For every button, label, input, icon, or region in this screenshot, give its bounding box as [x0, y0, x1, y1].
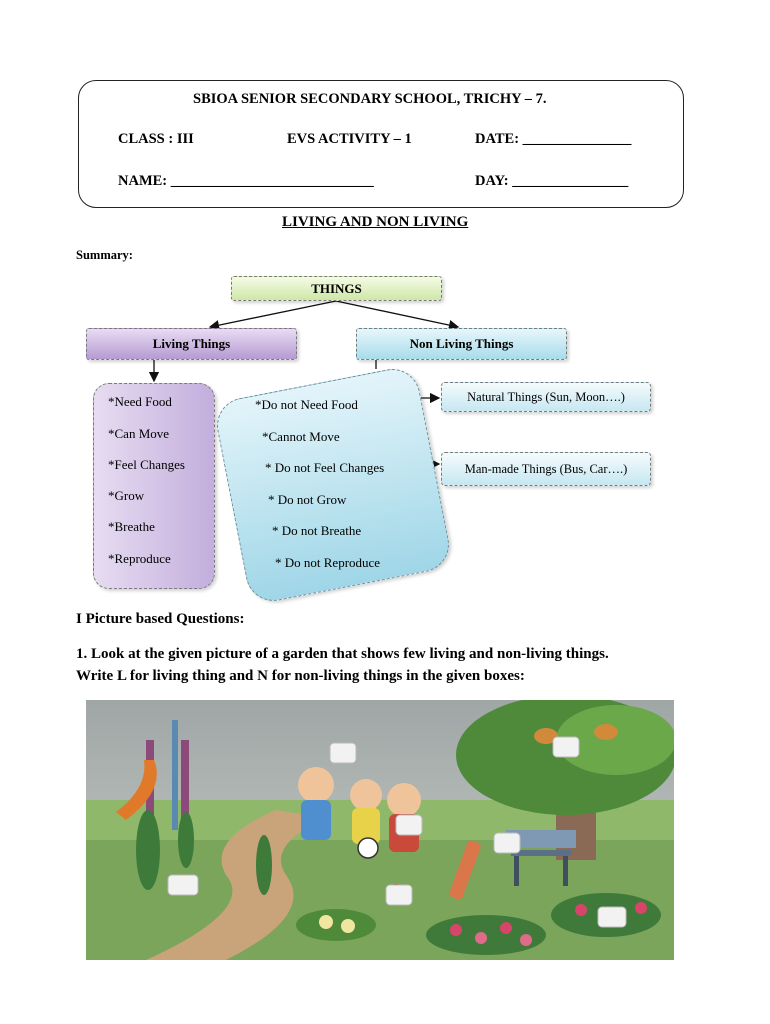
non-living-trait-item: *Cannot Move	[262, 429, 340, 444]
non-living-trait-item: * Do not Breathe	[272, 523, 362, 538]
living-things-node	[86, 328, 297, 360]
non-living-trait-item: * Do not Feel Changes	[265, 460, 385, 475]
bird-icon	[594, 724, 618, 740]
bush-icon	[256, 835, 272, 895]
child-icon	[298, 767, 334, 840]
non-living-things-label: Non Living Things	[409, 336, 514, 351]
football-icon	[358, 838, 378, 858]
answer-box	[386, 885, 412, 905]
day-field: DAY: ________________	[475, 173, 629, 189]
living-trait-item: *Need Food	[108, 394, 172, 409]
answer-box	[396, 815, 422, 835]
summary-label: Summary:	[76, 248, 133, 262]
answer-box	[168, 875, 198, 895]
arrow-things-to-living	[210, 301, 336, 327]
date-field: DATE: _______________	[475, 131, 632, 147]
living-trait-item: *Breathe	[108, 519, 155, 534]
name-field: NAME: ____________________________	[118, 173, 374, 189]
things-node	[231, 276, 442, 301]
things-label: THINGS	[311, 280, 362, 296]
activity-label: EVS ACTIVITY – 1	[287, 131, 412, 147]
living-trait-item: *Reproduce	[108, 551, 171, 566]
living-trait-item: *Feel Changes	[108, 457, 185, 472]
living-trait-item: *Grow	[108, 488, 145, 503]
question-line-2: Write L for living thing and N for non-living things in the given boxes:	[76, 668, 525, 684]
bush-icon	[178, 812, 194, 868]
non-living-things-node	[356, 328, 567, 360]
man-made-things-node	[441, 452, 651, 486]
garden-illustration	[86, 700, 674, 960]
man-made-things-label: Man-made Things (Bus, Car….)	[464, 461, 628, 476]
non-living-trait-item: * Do not Grow	[268, 492, 347, 507]
class-label: CLASS : III	[118, 131, 194, 147]
school-name: SBIOA SENIOR SECONDARY SCHOOL, TRICHY – 7.	[193, 91, 547, 107]
bush-icon	[136, 810, 160, 890]
natural-things-label: Natural Things (Sun, Moon….)	[467, 389, 625, 404]
child-icon	[350, 779, 382, 844]
natural-things-node	[441, 382, 651, 412]
living-things-label: Living Things	[152, 336, 231, 351]
section-heading: I Picture based Questions:	[76, 611, 245, 627]
question-line-1: 1. Look at the given picture of a garden that shows few living and non-living things.	[76, 646, 609, 662]
page-title: LIVING AND NON LIVING	[282, 214, 469, 230]
answer-box	[598, 907, 626, 927]
arrow-things-to-nonliving	[336, 301, 458, 327]
non-living-trait-item: * Do not Reproduce	[275, 555, 381, 570]
living-trait-item: *Can Move	[108, 426, 170, 441]
answer-box	[553, 737, 579, 757]
non-living-trait-item: *Do not Need Food	[255, 397, 358, 412]
answer-box	[494, 833, 520, 853]
answer-box	[330, 743, 356, 763]
